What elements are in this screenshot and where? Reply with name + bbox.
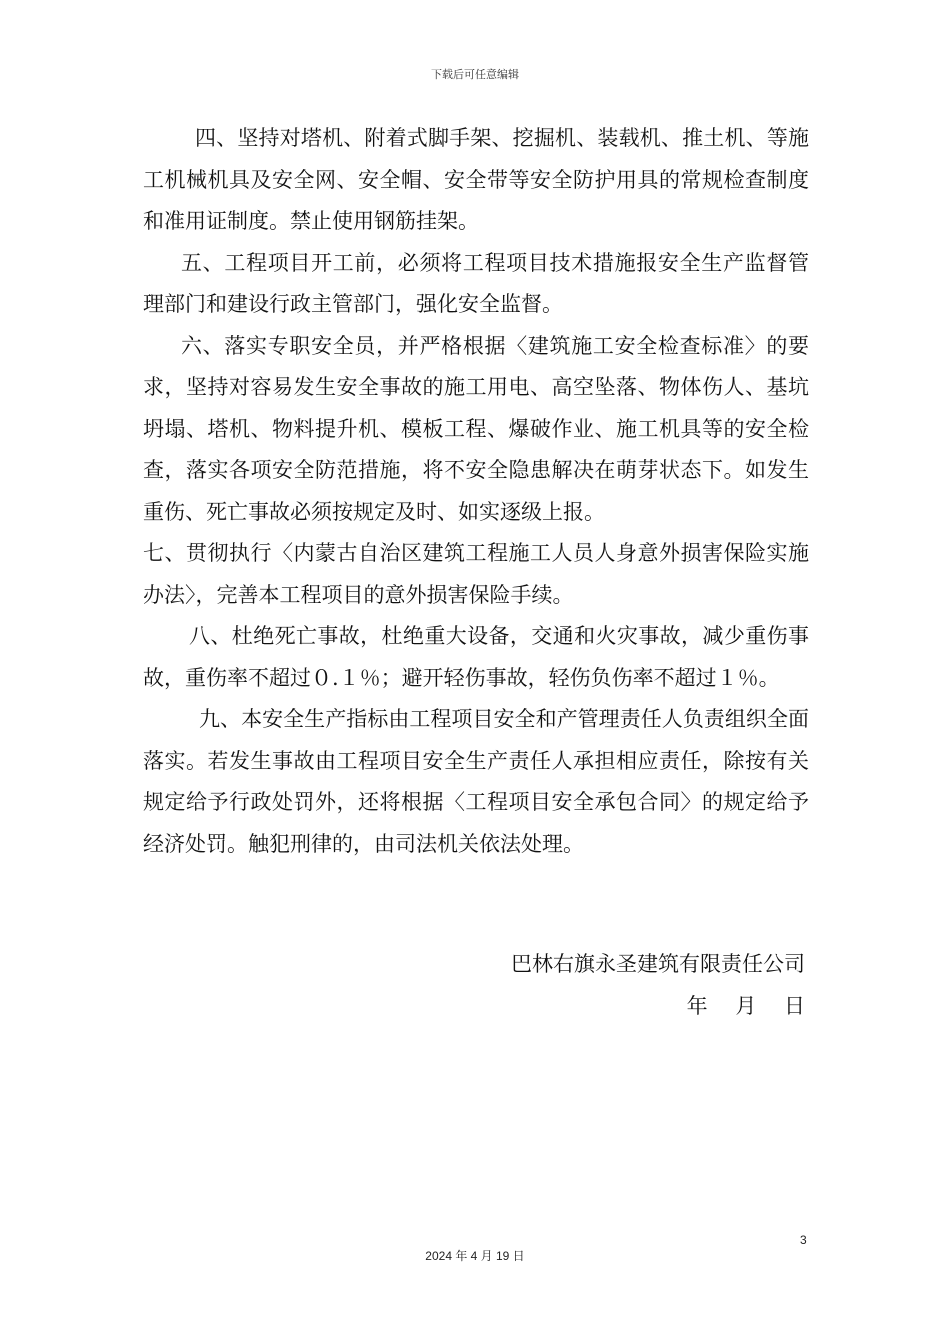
paragraph-5: 五、工程项目开工前，必须将工程项目技术措施报安全生产监督管理部门和建设行政主管部门，强化安全监督。: [143, 250, 809, 316]
company-signature: 巴林右旗永圣建筑有限责任公司: [511, 952, 805, 976]
page-number: 3: [800, 1233, 807, 1247]
document-body: [143, 118, 809, 865]
paragraph-9: 九、本安全生产指标由工程项目安全和产管理责任人负责组织全面落实。若发生事故由工程项目安全生产责任人承担相应责任，除按有关规定给予行政处罚外，还将根据〈工程项目安全承包合同〉的规定给予经济处罚。触犯刑律的，由司法机关依法处理。: [143, 707, 809, 856]
page-header: 下载后可任意编辑: [431, 68, 519, 81]
paragraph-8: 八、杜绝死亡事故，杜绝重大设备，交通和火灾事故，减少重伤事故，重伤率不超过０.１％；避开轻伤事故，轻伤负伤率不超过１％。: [143, 624, 809, 690]
paragraph-6: 六、落实专职安全员，并严格根据〈建筑施工安全检查标准〉的要求，坚持对容易发生安全事故的施工用电、高空坠落、物体伤人、基坑坍塌、塔机、物料提升机、模板工程、爆破作业、施工机具等的安全检查，落实各项安全防范措施，将不安全隐患解决在萌芽状态下。如发生重伤、死亡事故必须按规定及时、如实逐级上报。: [143, 333, 809, 524]
paragraph-4: 四、坚持对塔机、附着式脚手架、挖掘机、装载机、推土机、等施工机械机具及安全网、安全帽、安全带等安全防护用具的常规检查制度和准用证制度。禁止使用钢筋挂架。: [143, 126, 809, 233]
paragraph-7: 七、贯彻执行〈内蒙古自治区建筑工程施工人员人身意外损害保险实施办法〉，完善本工程项目的意外损害保险手续。: [143, 541, 809, 607]
page-footer-date: 2024 年 4 月 19 日: [425, 1249, 525, 1263]
signature-date: 年 月 日: [686, 994, 805, 1018]
